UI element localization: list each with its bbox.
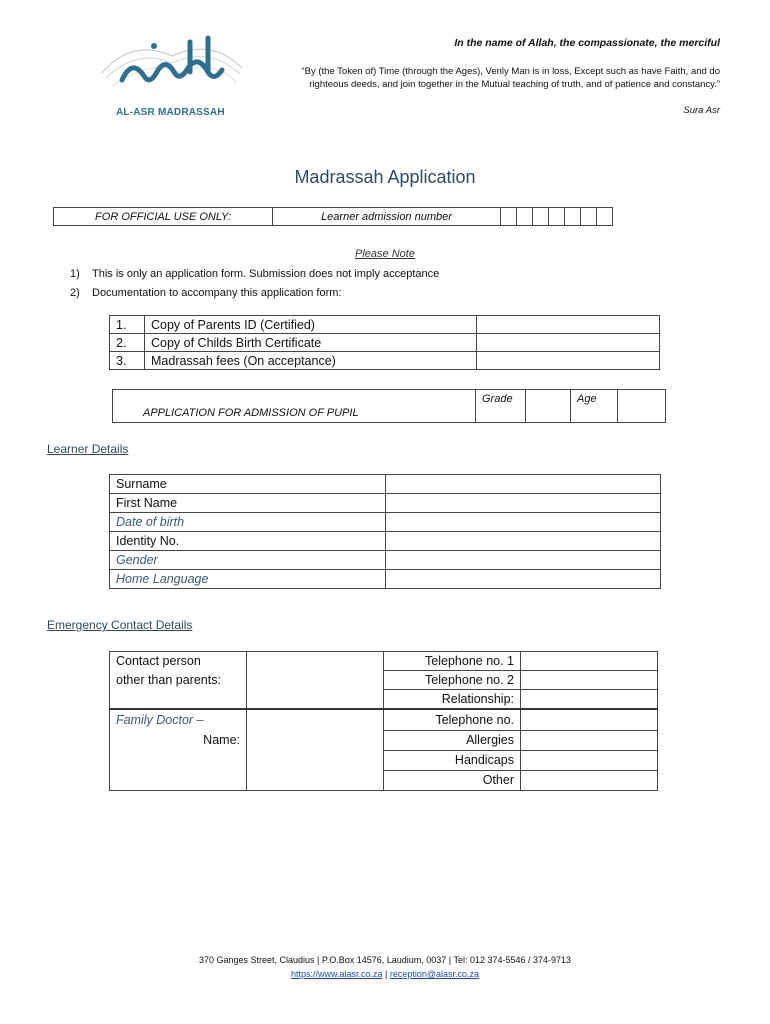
field-label: Date of birth (110, 513, 386, 532)
documents-table (109, 315, 660, 370)
table-row (110, 334, 660, 352)
other-label: Other (384, 770, 521, 791)
learner-details-table (109, 474, 661, 589)
family-doctor-field[interactable] (247, 730, 384, 750)
table-row (110, 730, 658, 750)
note-item (70, 284, 439, 303)
quote-text: “By (the Token of) Time (through the Ages), Verily Man is in loss, Except such as have Faith, and do righteous deeds, and join together in the Mutual teaching of truth, and of patience and constancy.” (301, 66, 720, 90)
emergency-contact-heading: Emergency Contact Details (47, 618, 193, 632)
field-label: First Name (110, 494, 386, 513)
note-text: Documentation to accompany this application form: (92, 287, 342, 299)
field-label: Identity No. (110, 532, 386, 551)
age-label: Age (571, 390, 618, 423)
table-row (110, 709, 658, 730)
allergies-label: Allergies (384, 730, 521, 750)
doctor-telephone-label: Telephone no. (384, 709, 521, 730)
note-number: 2) (70, 287, 80, 299)
gender-field[interactable] (386, 551, 661, 570)
footer-separator: | (385, 969, 388, 979)
table-row (110, 532, 661, 551)
website-link[interactable]: https://www.alasr.co.za (290, 969, 383, 979)
admission-digit-box[interactable] (549, 208, 565, 226)
table-row (110, 690, 658, 710)
doc-number: 1. (110, 316, 145, 334)
table-row (110, 316, 660, 334)
first-name-field[interactable] (386, 494, 661, 513)
emergency-contact-table (109, 651, 658, 791)
telephone-2-label: Telephone no. 2 (384, 671, 521, 690)
family-doctor-field[interactable] (247, 770, 384, 791)
other-field[interactable] (521, 770, 658, 791)
family-doctor-label: Family Doctor – (110, 709, 247, 730)
page-title: Madrassah Application (294, 167, 476, 187)
admission-digit-box[interactable] (565, 208, 581, 226)
table-row (110, 352, 660, 370)
note-list (70, 265, 439, 303)
admission-table (112, 389, 666, 423)
identity-number-field[interactable] (386, 532, 661, 551)
relationship-label: Relationship: (384, 690, 521, 710)
table-row (110, 652, 658, 671)
relationship-field[interactable] (521, 690, 658, 710)
handicaps-field[interactable] (521, 750, 658, 770)
sura-reference: Sura Asr (683, 105, 720, 116)
allergies-field[interactable] (521, 730, 658, 750)
family-doctor-field[interactable] (247, 709, 384, 730)
note-heading: Please Note (355, 248, 415, 260)
learner-details-heading: Learner Details (47, 442, 129, 456)
telephone-1-label: Telephone no. 1 (384, 652, 521, 671)
home-language-field[interactable] (386, 570, 661, 589)
table-row (110, 770, 658, 791)
doc-number: 3. (110, 352, 145, 370)
admission-digit-box[interactable] (517, 208, 533, 226)
madrassah-logo (92, 28, 252, 98)
table-row (110, 671, 658, 690)
handicaps-label: Handicaps (384, 750, 521, 770)
doc-check-cell[interactable] (477, 316, 660, 334)
telephone-2-field[interactable] (521, 671, 658, 690)
date-of-birth-field[interactable] (386, 513, 661, 532)
contact-person-field[interactable] (247, 671, 384, 690)
age-field[interactable] (618, 390, 666, 423)
table-row (110, 551, 661, 570)
admission-number-label: Learner admission number (273, 208, 501, 226)
doc-text: Copy of Parents ID (Certified) (145, 316, 477, 334)
footer-address: 370 Ganges Street, Claudius | P.O.Box 14576, Laudium, 0037 | Tel: 012 374-5546 / 374-9713 (198, 955, 572, 965)
logo-text: AL-ASR MADRASSAH (116, 107, 225, 118)
telephone-1-field[interactable] (521, 652, 658, 671)
table-row (110, 750, 658, 770)
family-doctor-name-label: Name: (110, 730, 247, 750)
contact-person-field[interactable] (247, 652, 384, 671)
doctor-telephone-field[interactable] (521, 709, 658, 730)
doc-text: Copy of Childs Birth Certificate (145, 334, 477, 352)
note-item (70, 265, 439, 284)
table-row (110, 513, 661, 532)
bismillah-text: In the name of Allah, the compassionate, the merciful (454, 37, 720, 49)
admission-digit-box[interactable] (501, 208, 517, 226)
note-number: 1) (70, 268, 80, 280)
admission-digit-box[interactable] (533, 208, 549, 226)
contact-person-label: other than parents: (110, 671, 247, 690)
official-use-table (53, 207, 613, 226)
doc-check-cell[interactable] (477, 352, 660, 370)
contact-person-field[interactable] (247, 690, 384, 710)
doc-check-cell[interactable] (477, 334, 660, 352)
admission-digit-box[interactable] (581, 208, 597, 226)
contact-person-label: Contact person (110, 652, 247, 671)
table-row (110, 570, 661, 589)
official-use-label: FOR OFFICIAL USE ONLY: (54, 208, 273, 226)
admission-digit-box[interactable] (597, 208, 613, 226)
doc-number: 2. (110, 334, 145, 352)
table-row (110, 475, 661, 494)
field-label: Surname (110, 475, 386, 494)
admission-label: APPLICATION FOR ADMISSION OF PUPIL (113, 390, 476, 423)
email-link[interactable]: reception@alasr.co.za (389, 969, 480, 979)
grade-label: Grade (476, 390, 526, 423)
field-label: Home Language (110, 570, 386, 589)
note-text: This is only an application form. Submission does not imply acceptance (92, 268, 440, 280)
field-label: Gender (110, 551, 386, 570)
footer-links (0, 969, 770, 979)
table-row (110, 494, 661, 513)
family-doctor-field[interactable] (247, 750, 384, 770)
surname-field[interactable] (386, 475, 661, 494)
grade-field[interactable] (526, 390, 571, 423)
doc-text: Madrassah fees (On acceptance) (145, 352, 477, 370)
